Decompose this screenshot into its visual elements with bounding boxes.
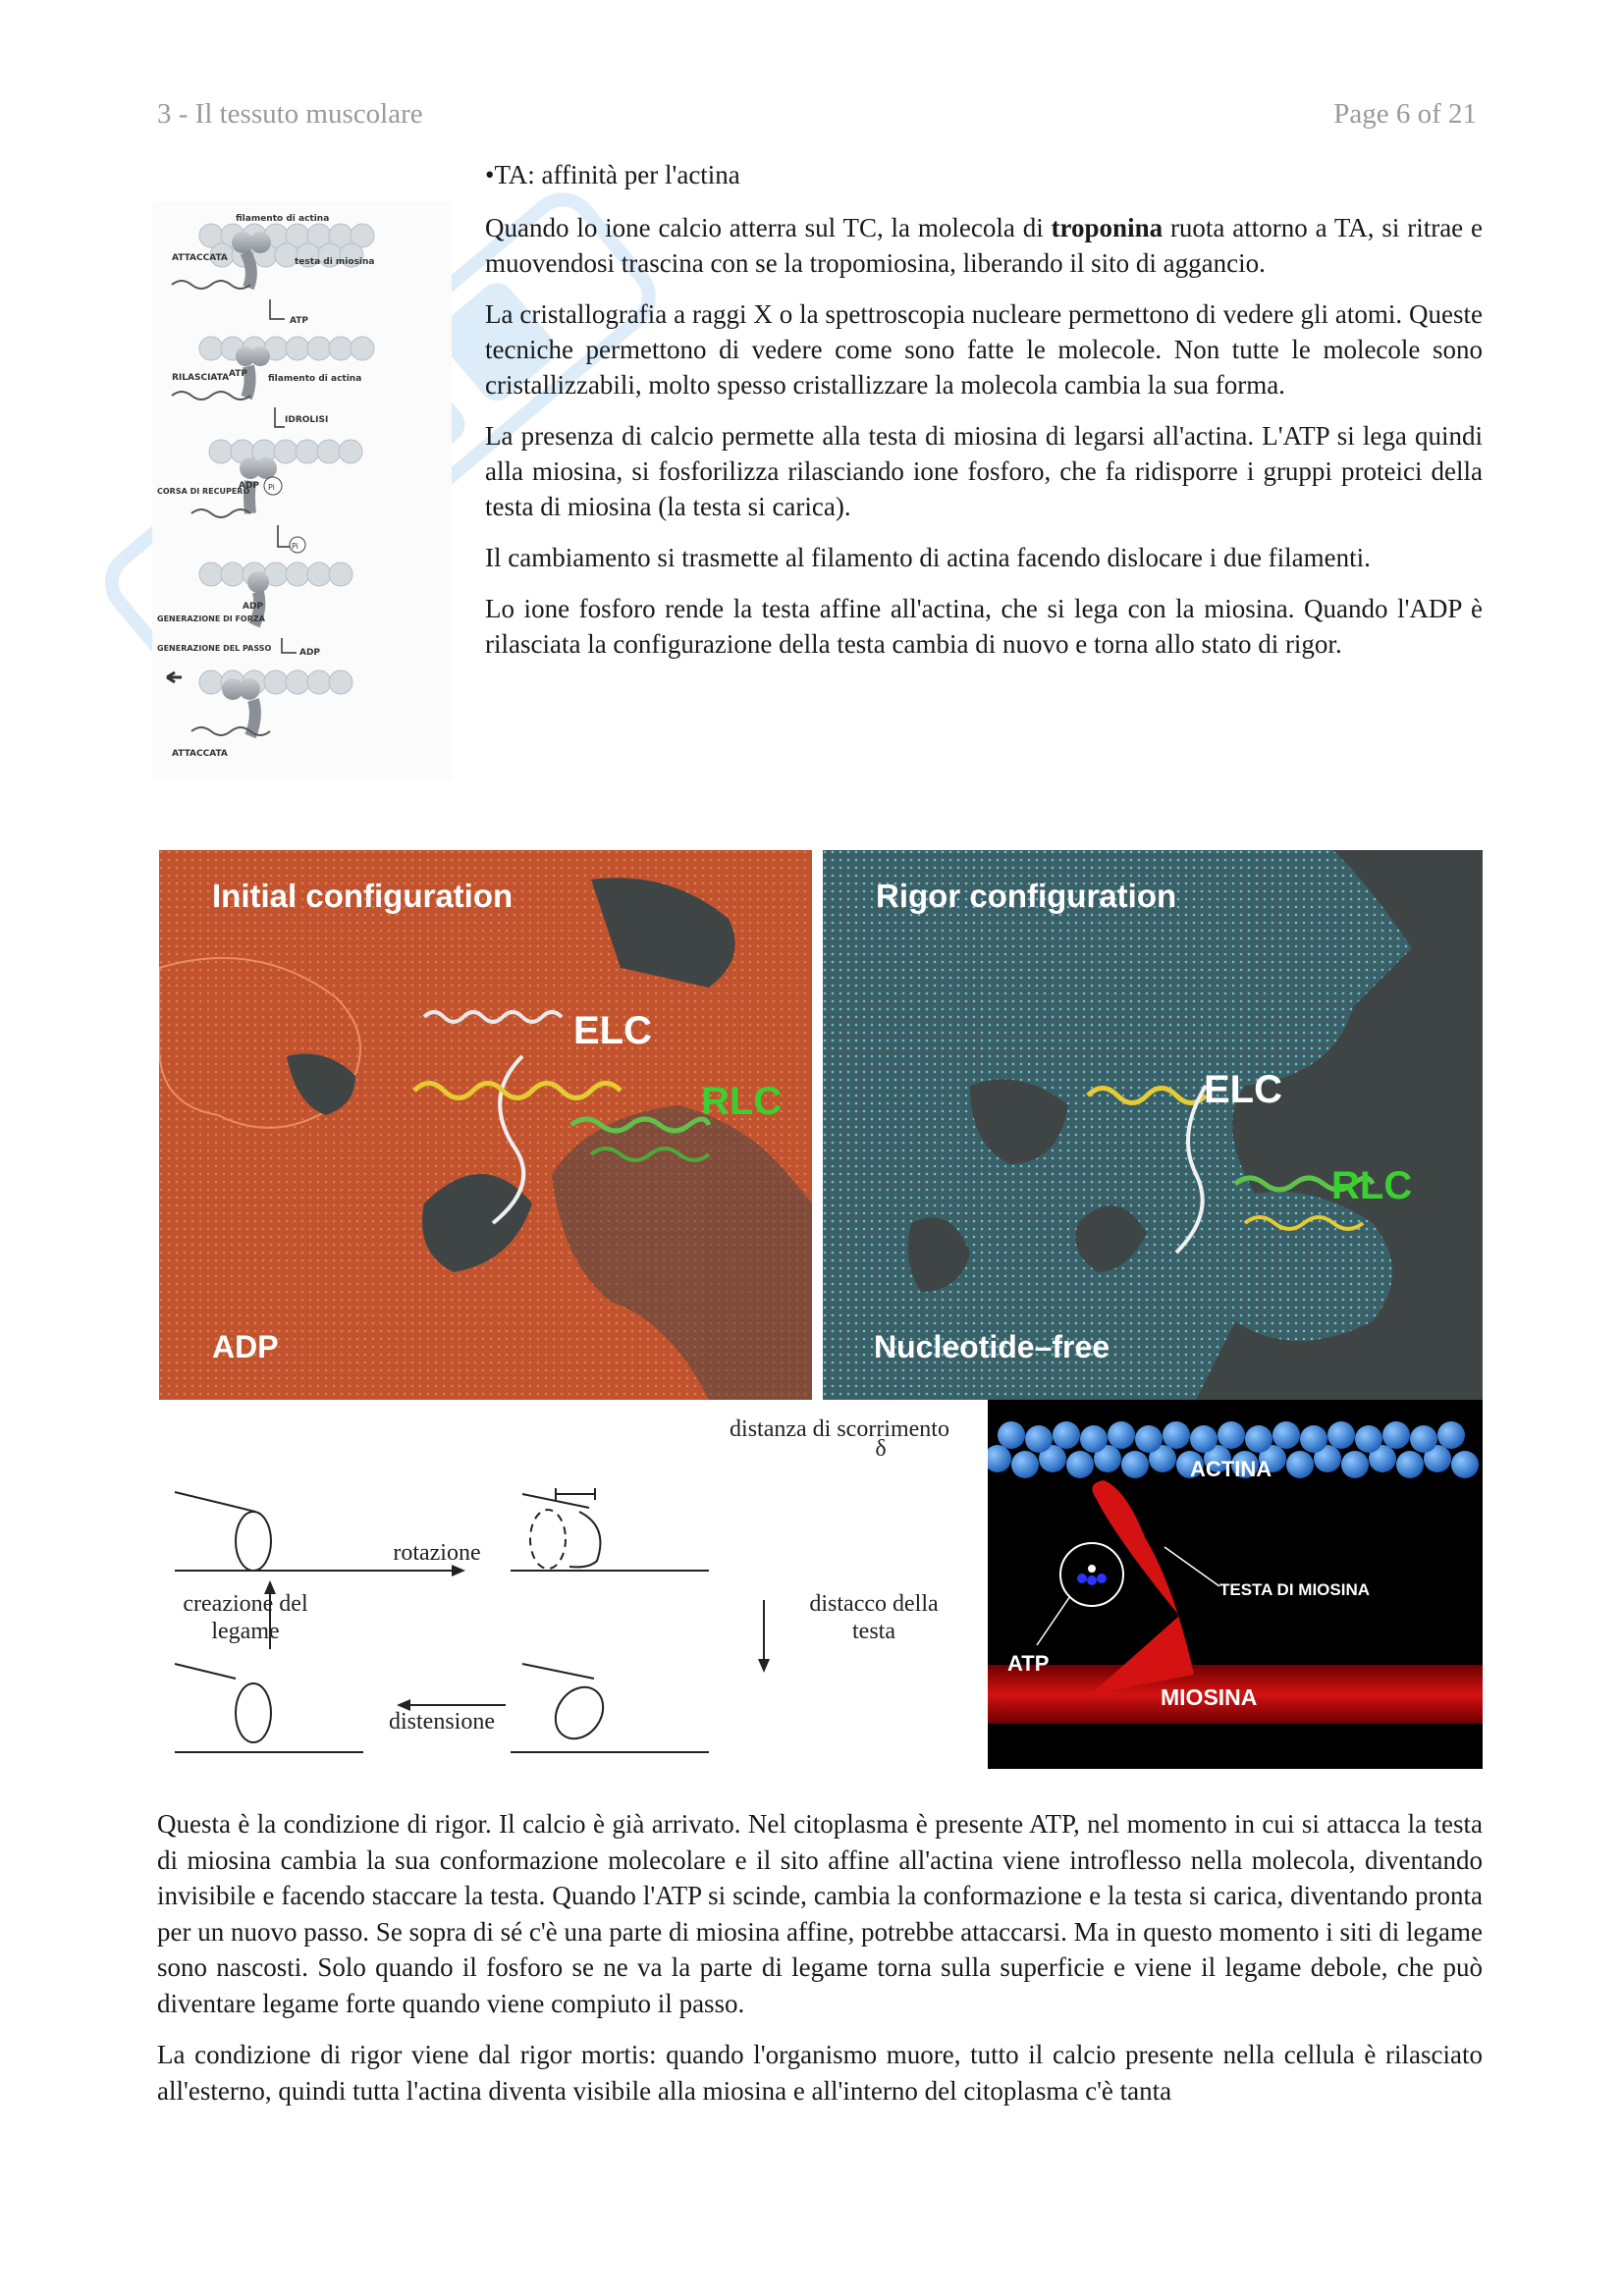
panel-title-rigor: Rigor configuration: [876, 878, 1177, 914]
label-distanza-scorrimento: distanza di scorrimento: [730, 1416, 949, 1442]
paragraph-cristallografia: La cristallografia a raggi X o la spettroscopia nucleare permettono di vedere gli atomi. Queste tecniche permettono di vedere come sono fatte le molecole. Non tutte le molecole sono cristallizzabili, molto spesso cristallizzare la molecola cambia la sua forma.: [485, 299, 1483, 400]
paragraph-calcio: La presenza di calcio permette alla testa di miosina di legarsi all'actina. L'ATP si lega quindi alla miosina, si fosforilizza rilasciando ione fosforo, che fa ridisporre i gruppi proteici della testa di miosina (la testa si carica).: [485, 421, 1483, 521]
label-rlc-initial: RLC: [701, 1080, 783, 1123]
label-pi-2: Pi: [292, 542, 298, 551]
label-idrolisi: IDROLISI: [285, 415, 329, 425]
paragraph-ione-fosforo: Lo ione fosforo rende la testa affine all'actina, che si lega con la miosina. Quando l'ADP è rilasciata la configurazione della testa cambia di nuovo e torna allo stato di rigor.: [485, 594, 1483, 659]
label-distensione: distensione: [389, 1709, 495, 1735]
label-miosina: MIOSINA: [1161, 1684, 1258, 1710]
figure-rigor-configuration: [823, 850, 1483, 1400]
label-corsa-recupero: CORSA DI RECUPERO: [157, 487, 250, 496]
label-rilasciata: RILASCIATA: [172, 373, 230, 383]
paragraph-rigor-mortis: La condizione di rigor viene dal rigor mortis: quando l'organismo muore, tutto il calcio presente nella cellula è rilasciato all'esterno, quindi tutta l'actina diventa visibile alla miosina e all'interno del citoplasma c'è tanta: [157, 2040, 1483, 2106]
label-elc-rigor: ELC: [1204, 1068, 1282, 1111]
label-attaccata-bottom: ATTACCATA: [172, 749, 228, 759]
panel-title-initial: Initial configuration: [212, 878, 514, 914]
figure-initial-configuration: [159, 850, 812, 1400]
label-atp-anim: ATP: [1007, 1651, 1050, 1676]
label-testa-miosina-anim: TESTA DI MIOSINA: [1219, 1580, 1370, 1599]
label-creazione-legame: creazione del legame: [183, 1591, 308, 1644]
rigor-structure-render: [823, 850, 1483, 1400]
paragraph-condizione-rigor: Questa è la condizione di rigor. Il calcio è già arrivato. Nel citoplasma è presente ATP, nel momento in cui si attacca la testa di miosina cambia la sua conformazione molecolare e il sito affine all'actina viene introflesso nella molecola, diventando invisibile e facendo staccare la testa. Quando l'ATP si scinde, cambia la conformazione e la testa si carica, diventando pronta per un nuovo passo. Se sopra di sé c'è una parte di miosina affine, potrebbe attaccarsi. Ma in questo momento i siti di legame sono nascosti. Solo quando il fosforo se ne va la parte di legame torna sulla superficie e viene il legame debole, che può diventare legame forte quando viene compiuto il passo.: [157, 1809, 1483, 2018]
label-attaccata-top: ATTACCATA: [172, 253, 228, 263]
figure-actin-myosin-animation: [988, 1400, 1483, 1769]
text-run: Quando lo ione calcio atterra sul TC, la molecola di: [485, 213, 1052, 242]
label-adp-pi: ADP: [239, 481, 260, 491]
text-column-bottom: [157, 1806, 1483, 2124]
label-rotazione: rotazione: [393, 1540, 481, 1566]
label-rlc-rigor: RLC: [1331, 1164, 1413, 1207]
label-testa-miosina: testa di miosina: [295, 257, 375, 267]
figure-power-stroke-cycle: [157, 1414, 962, 1777]
label-filamento-actina: filamento di actina: [236, 214, 330, 224]
label-pi-1: Pi: [268, 483, 275, 492]
paragraph-troponina: [485, 210, 1483, 281]
label-filamento-actina-2: filamento di actina: [268, 374, 362, 384]
label-actina: ACTINA: [1190, 1457, 1272, 1481]
text-column-top: [485, 157, 1483, 677]
label-adp-force: ADP: [243, 602, 264, 612]
crossbridge-cycle-diagram: [152, 201, 452, 780]
label-atp-in: ATP: [290, 316, 309, 326]
label-elc-initial: ELC: [573, 1009, 652, 1052]
text-run: ruota attorno a TA, si ritrae e muovendosi trascina con se la tropomiosina, liberando il sito di aggancio.: [485, 213, 1483, 278]
page-number: Page 6 of 21: [1333, 98, 1477, 130]
term-troponina: troponina: [1051, 213, 1164, 242]
label-generazione-forza: GENERAZIONE DI FORZA: [157, 614, 265, 623]
paragraph-cambiamento: Il cambiamento si trasmette al filamento di actina facendo dislocare i due filamenti.: [485, 543, 1371, 572]
label-adp-out: ADP: [299, 648, 321, 658]
label-delta: δ: [875, 1436, 887, 1462]
label-adp-state: ADP: [212, 1329, 279, 1364]
bullet-ta-affinita: •TA: affinità per l'actina: [485, 160, 740, 189]
label-distacco-testa: distacco della testa: [809, 1591, 939, 1644]
running-header-title: 3 - Il tessuto muscolare: [157, 98, 423, 130]
label-nucleotide-free: Nucleotide–free: [874, 1329, 1110, 1364]
label-generazione-passo: GENERAZIONE DEL PASSO: [157, 644, 272, 653]
initial-structure-render: [159, 850, 812, 1400]
label-atp-head: ATP: [229, 369, 248, 379]
